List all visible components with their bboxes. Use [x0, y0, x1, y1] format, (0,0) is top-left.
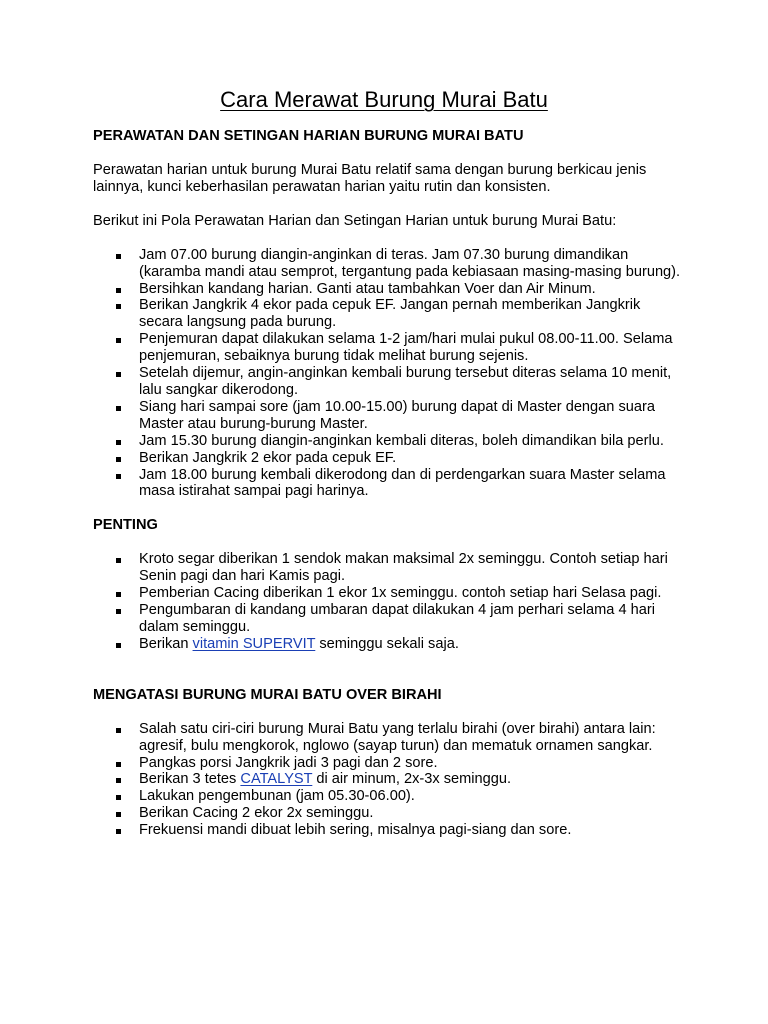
spacer	[93, 704, 683, 721]
bullet-icon	[116, 728, 121, 733]
section-heading-perawatan: PERAWATAN DAN SETINGAN HARIAN BURUNG MURAI BATU	[93, 128, 524, 144]
list-item	[93, 805, 683, 822]
list-item-text: Pengumbaran di kandang umbaran dapat dilakukan 4 jam perhari selama 4 hari dalam seminggu.	[139, 602, 655, 635]
list-item	[93, 771, 683, 788]
list-item-text: Jam 18.00 burung kembali dikerodong dan di perdengarkan suara Master selama masa istirahat sampai pagi harinya.	[139, 466, 666, 500]
spacer	[93, 145, 683, 162]
bullet-icon	[116, 372, 121, 377]
list-item	[93, 331, 683, 365]
bullet-icon	[116, 592, 121, 597]
list-item	[93, 399, 683, 433]
list-item-text-before: Berikan	[139, 635, 193, 652]
bullet-icon	[116, 778, 121, 783]
daily-care-list	[93, 247, 683, 501]
catalyst-link[interactable]: CATALYST	[240, 771, 313, 788]
bullet-icon	[116, 288, 121, 293]
list-item	[93, 585, 683, 602]
bullet-icon	[116, 304, 121, 309]
list-item-text: Berikan Jangkrik 2 ekor pada cepuk EF.	[139, 449, 397, 466]
list-item-text: Siang hari sampai sore (jam 10.00-15.00) burung dapat di Master dengan suara Master atau burung-burung Master.	[139, 398, 655, 432]
list-item-text-after: di air minum, 2x-3x seminggu.	[312, 771, 512, 788]
bullet-icon	[116, 338, 121, 343]
bullet-icon	[116, 643, 121, 648]
intro-paragraph: Perawatan harian untuk burung Murai Batu relatif sama dengan burung berkicau jenis lainnya, kunci keberhasilan perawatan harian yaitu rutin dan konsisten.	[93, 162, 647, 195]
important-list	[93, 551, 683, 652]
spacer	[93, 534, 683, 551]
lead-paragraph: Berikut ini Pola Perawatan Harian dan Setingan Harian untuk burung Murai Batu:	[93, 212, 617, 229]
list-item	[93, 247, 683, 281]
list-item-text: Berikan Cacing 2 ekor 2x seminggu.	[139, 805, 374, 822]
list-item-text: Penjemuran dapat dilakukan selama 1-2 jam/hari mulai pukul 08.00-11.00. Selama penjemuran, sebaiknya burung tidak melihat burung sejenis.	[139, 331, 673, 365]
bullet-icon	[116, 254, 121, 259]
vitamin-supervit-link[interactable]: vitamin SUPERVIT	[192, 635, 316, 652]
list-item	[93, 467, 683, 501]
list-item	[93, 755, 683, 772]
list-item-text: Pangkas porsi Jangkrik jadi 3 pagi dan 2 sore.	[139, 754, 438, 771]
list-item-text: Kroto segar diberikan 1 sendok makan maksimal 2x seminggu. Contoh setiap hari Senin pagi dan hari Kamis pagi.	[139, 551, 668, 585]
list-item	[93, 822, 683, 839]
list-item-text: Pemberian Cacing diberikan 1 ekor 1x seminggu. contoh setiap hari Selasa pagi.	[139, 585, 662, 602]
section-heading-over-birahi: MENGATASI BURUNG MURAI BATU OVER BIRAHI	[93, 686, 442, 703]
list-item	[93, 433, 683, 450]
bullet-icon	[116, 609, 121, 614]
list-item	[93, 636, 683, 653]
bullet-icon	[116, 457, 121, 462]
spacer	[93, 500, 683, 517]
list-item	[93, 450, 683, 467]
list-item	[93, 281, 683, 298]
list-item-text: Jam 07.00 burung diangin-anginkan di teras. Jam 07.30 burung dimandikan (karamba mandi atau semprot, tergantung pada kebiasaan masing-masing burung).	[139, 246, 681, 280]
spacer	[93, 196, 683, 213]
list-item	[93, 721, 683, 755]
bullet-icon	[116, 795, 121, 800]
list-item	[93, 365, 683, 399]
list-item-text: Jam 15.30 burung diangin-anginkan kembali diteras, boleh dimandikan bila perlu.	[139, 432, 664, 449]
bullet-icon	[116, 812, 121, 817]
bullet-icon	[116, 406, 121, 411]
bullet-icon	[116, 474, 121, 479]
bullet-icon	[116, 440, 121, 445]
document-title: Cara Merawat Burung Murai Batu	[220, 87, 548, 112]
list-item-text: Berikan Jangkrik 4 ekor pada cepuk EF. Jangan pernah memberikan Jangkrik secara langsung pada burung.	[139, 297, 641, 331]
spacer	[93, 230, 683, 247]
bullet-icon	[116, 762, 121, 767]
list-item	[93, 551, 683, 585]
list-item	[93, 602, 683, 636]
list-item	[93, 297, 683, 331]
document-body	[93, 128, 683, 839]
list-item-text: Bersihkan kandang harian. Ganti atau tambahkan Voer dan Air Minum.	[139, 280, 596, 297]
over-birahi-list	[93, 721, 683, 839]
bullet-icon	[116, 829, 121, 834]
list-item-text-before: Berikan 3 tetes	[139, 771, 241, 788]
list-item-text-after: seminggu sekali saja.	[315, 635, 459, 652]
list-item-text: Setelah dijemur, angin-anginkan kembali burung tersebut diteras selama 10 menit, lalu sangkar dikerodong.	[139, 365, 672, 398]
bullet-icon	[116, 558, 121, 563]
section-heading-penting: PENTING	[93, 517, 158, 534]
spacer	[93, 653, 683, 687]
list-item-text: Salah satu ciri-ciri burung Murai Batu yang terlalu birahi (over birahi) antara lain: agresif, bulu mengkorok, nglowo (sayap turun) dan mematuk ornamen sangkar.	[139, 720, 656, 754]
list-item-text: Frekuensi mandi dibuat lebih sering, misalnya pagi-siang dan sore.	[139, 822, 572, 839]
list-item	[93, 788, 683, 805]
list-item-text: Lakukan pengembunan (jam 05.30-06.00).	[139, 788, 415, 805]
